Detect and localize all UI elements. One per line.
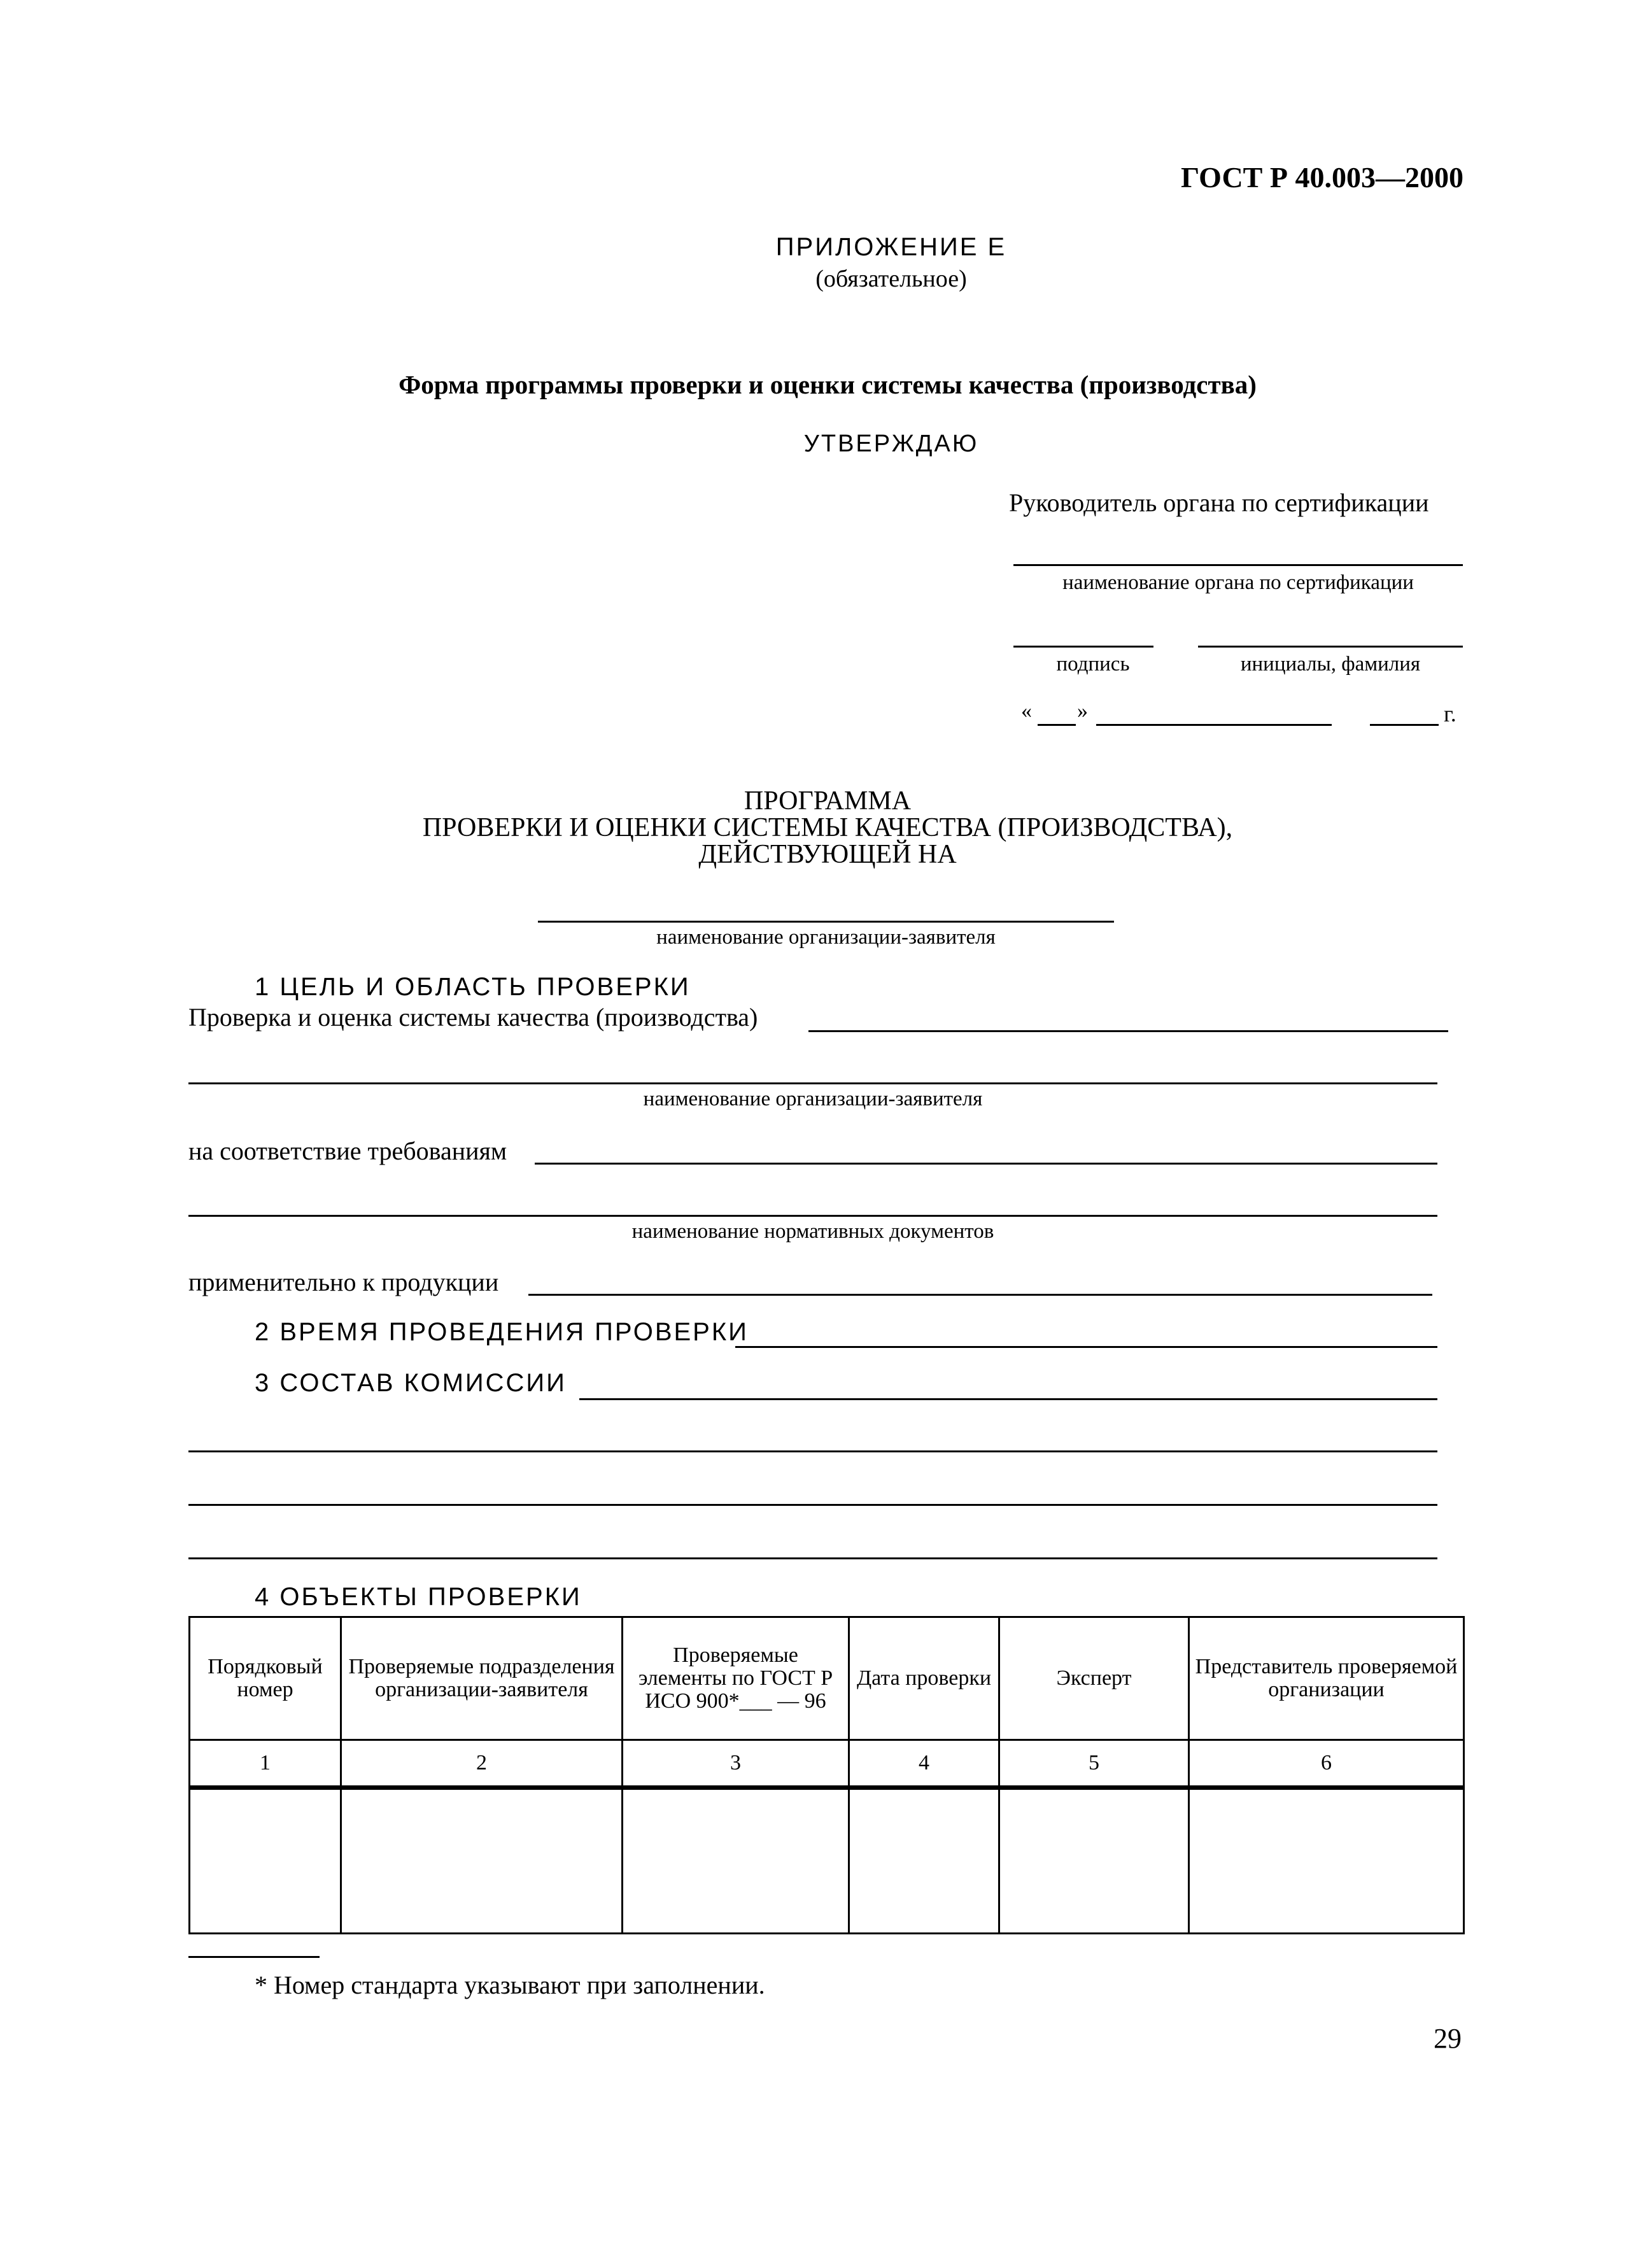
section-1-title: 1 ЦЕЛЬ И ОБЛАСТЬ ПРОВЕРКИ (255, 973, 691, 1001)
table-cell (341, 1788, 623, 1934)
head-title: Руководитель органа по сертификации (1009, 488, 1429, 517)
section-3-title: 3 СОСТАВ КОМИССИИ (255, 1369, 567, 1397)
table-header-cell: Проверяемые элементы по ГОСТ Р ИСО 900*___ — 96 (623, 1617, 849, 1740)
section-2-title: 2 ВРЕМЯ ПРОВЕДЕНИЯ ПРОВЕРКИ (255, 1318, 749, 1346)
section1-org-caption: наименование организации-заявителя (643, 1088, 983, 1110)
appendix-status: (обязательное) (815, 266, 967, 292)
date-year-line (1370, 724, 1439, 726)
column-number: 6 (1189, 1740, 1464, 1788)
footnote-separator (188, 1956, 320, 1958)
product-label: применительно к продукции (188, 1268, 499, 1296)
check-label: Проверка и оценка системы качества (производства) (188, 1003, 758, 1031)
program-org-line (538, 921, 1114, 923)
page-number: 29 (1434, 2023, 1462, 2054)
org-name-line (1013, 564, 1463, 566)
product-line (528, 1294, 1432, 1296)
section-4-title: 4 ОБЪЕКТЫ ПРОВЕРКИ (255, 1583, 582, 1611)
program-title: ПРОГРАММА (744, 786, 912, 816)
program-org-caption: наименование организации-заявителя (656, 926, 996, 949)
commission-line-0 (579, 1398, 1437, 1400)
inspection-table (188, 1616, 1465, 1934)
signature-caption: подпись (1056, 653, 1130, 676)
table-column-number-row (190, 1740, 1464, 1788)
docs-line (188, 1215, 1437, 1217)
approve-word: УТВЕРЖДАЮ (803, 430, 979, 457)
org-full-line (188, 1082, 1437, 1084)
table-cell (190, 1788, 341, 1934)
commission-line-3 (188, 1557, 1437, 1559)
table-cell (849, 1788, 999, 1934)
table-header-cell: Эксперт (999, 1617, 1189, 1740)
column-number: 3 (623, 1740, 849, 1788)
signature-line (1013, 646, 1153, 648)
table-cell (999, 1788, 1189, 1934)
table-header-row (190, 1617, 1464, 1740)
document-code: ГОСТ Р 40.003—2000 (1181, 161, 1463, 194)
program-subtitle: ПРОВЕРКИ И ОЦЕНКИ СИСТЕМЫ КАЧЕСТВА (ПРОИЗВОДСТВА), (422, 813, 1233, 842)
form-title: Форма программы проверки и оценки системы качества (производства) (398, 370, 1257, 399)
commission-line-2 (188, 1504, 1437, 1506)
table-cell (623, 1788, 849, 1934)
footnote: * Номер стандарта указывают при заполнении. (255, 1971, 765, 1999)
commission-line-1 (188, 1450, 1437, 1452)
column-number: 1 (190, 1740, 341, 1788)
table-row (190, 1788, 1464, 1934)
column-number: 4 (849, 1740, 999, 1788)
year-suffix: г. (1444, 701, 1456, 726)
table-header-cell: Порядковый номер (190, 1617, 341, 1740)
table-cell (1189, 1788, 1464, 1934)
compliance-label: на соответствие требованиям (188, 1137, 507, 1165)
date-day-line (1038, 724, 1076, 726)
date-close-quote: » (1077, 699, 1088, 723)
appendix-title: ПРИЛОЖЕНИЕ Е (775, 233, 1007, 261)
table-header-cell: Проверяемые подразделения организации-заявителя (341, 1617, 623, 1740)
table-header-cell: Представитель проверяемой организации (1189, 1617, 1464, 1740)
time-line (735, 1346, 1437, 1348)
date-open-quote: « (1021, 699, 1032, 723)
compliance-line (535, 1163, 1437, 1165)
check-line (808, 1030, 1448, 1032)
name-caption: инициалы, фамилия (1240, 653, 1421, 676)
name-line (1198, 646, 1463, 648)
org-name-caption: наименование органа по сертификации (1062, 571, 1414, 594)
program-subtitle-2: ДЕЙСТВУЮЩЕЙ НА (698, 840, 957, 869)
table-header-cell: Дата проверки (849, 1617, 999, 1740)
date-month-line (1096, 724, 1332, 726)
docs-caption: наименование нормативных документов (631, 1220, 994, 1243)
column-number: 5 (999, 1740, 1189, 1788)
column-number: 2 (341, 1740, 623, 1788)
